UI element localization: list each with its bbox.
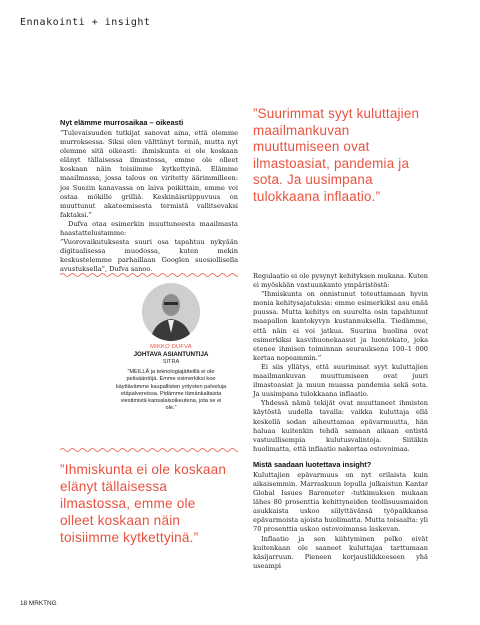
wavy-divider — [60, 447, 238, 453]
person-quote: ”MEILLÄ ja teknologiajätteillä ei ole pelisääntöjä. Emme esimerkiksi koe käyttävämme kaupallisten yritysten palveluja etäpalvereissa. Pidämme tämänkaltaista viestimistä kansalaisoikeutena, jota se ei ole.” — [115, 369, 227, 412]
pull-quote: ”Suurimmat syyt kuluttajien maailmankuvan muuttumiseen ovat ilmastoasiat, pandemia ja sota. Ja uusimpana tulokkaana inflaatio.” — [253, 106, 420, 204]
left-article-column — [60, 118, 238, 275]
person-role: JOHTAVA ASIANTUNTIJA — [133, 351, 209, 358]
page-footer: 18 MRKTNG — [20, 600, 57, 607]
body-paragraph: Kuluttajien epävarmuus on nyt erilaista kuin aikaisemmin. Marraskuun lopulla julkaistun Kantar Global Issues Barometer -tutkimuksen mukaan lähes 80 prosenttia kehittyneiden teollisuusmaiden asukkaista uskoo siilyttävänsä työpaikkansa epävarmoista ajoista huolimatta. Mutta toisaalta: yli 70 prosenttia uskoo ostovoimansa laskevan. — [253, 470, 428, 534]
wavy-divider — [60, 272, 238, 278]
section-header: Ennakointi + insight — [20, 17, 151, 28]
body-paragraph: Dufva otaa esimerkin muuttuneesta maailmasta haastattelustamme: — [60, 219, 238, 238]
body-paragraph: Yhdessä nämä tekijät ovat muuttaneet ihmisten käytöstä uudella tavalla: vaikka kuluttaja ellä keskellä sodan aiheuttamaa epävarmuutta, hän haluaa kuitenkin tehdä samaan aikaan entistä vastuullisempia kulutusvalintoja. Siitäkin huolimatta, että inflaatio nakertaa ostovoimaa. — [253, 399, 428, 453]
body-paragraph: ”Ihmiskunta on onnistunut toteuttamaan hyvin monia kehitysajatuksia: emme esimerkiksi asu enää puussa. Mutta kehitys on suurelta osin tapahtunut maapallon kantokyvyn kustannuksella. Tiedämme, että näin ei voi jatkua. Suurina huolina ovat esimerkiksi kasvihuonekaasut ja luontokato, joka etenee ihmisen toiminnan seurauksena 100–1 000 kertaa nopeammin.” — [253, 290, 428, 362]
body-paragraph: ”Tulevaisuuden tutkijat sanovat aina, että olemme murroksessa. Siksi olen välttänyt termiä, mutta nyt olemme sitä oikeasti: ihmiskunta ei ole koskaan elänyt tällaisessa ilmastossa, emme ole olleet koskaan näin toisiimme kytkettyinä. Elämme maailmassa, jossa talous on viritetty äärimmilleen: jos Suezin kanavassa on laiva poikittain, emme voi ostaa mökille grilliä. Keskinäisriippuvuus on muuttunut akateemisesta termistä vallitsevaksi faktaksi.” — [60, 129, 238, 219]
pull-quote: ”Ihmiskunta ei ole koskaan elänyt tällaisessa ilmastossa, emme ole olleet koskaan näin toisiimme kytkettyinä.” — [60, 462, 227, 545]
section-heading: Mistä saadaan luotettava insight? — [253, 459, 372, 469]
person-organization: SITRA — [162, 359, 180, 365]
person-name: MIKKO DUFVA — [150, 344, 192, 350]
body-paragraph: ”Vuorovaikutuksesta suuri osa tapahtuu nykyään digitaalisessa muodossa, kuten mekin keskustelemme parhaillaan Googlen suosiollisella avustuksella”, Dufva sanoo. — [60, 238, 238, 274]
expert-profile — [115, 283, 227, 413]
right-article-column — [253, 272, 428, 571]
body-paragraph: Regulaatio ei ole pysynyt kehityksen mukana. Kuten ei myöskään vastuunkanto ympäristöstä: — [253, 272, 428, 290]
body-paragraph: Ei siis yllätys, että suurimmat syyt kuluttajien maailmankuvan muuttumiseen ovat juuri ilmastoasiat ja muun muassa pandemia sekä sota. Ja uusimpana tulokkaana inflaatio. — [253, 362, 428, 399]
section-heading: Nyt elämme murrosaikaa – oikeasti — [60, 118, 184, 127]
portrait-photo — [142, 283, 200, 341]
body-paragraph: Inflaatio ja sen kiihtyminen pelko eivät kuitenkaan ole saaneet kuluttajaa tarttumaan käsijarruun. Pieneen korjausliikkeeseen yhä useampi — [253, 534, 428, 570]
